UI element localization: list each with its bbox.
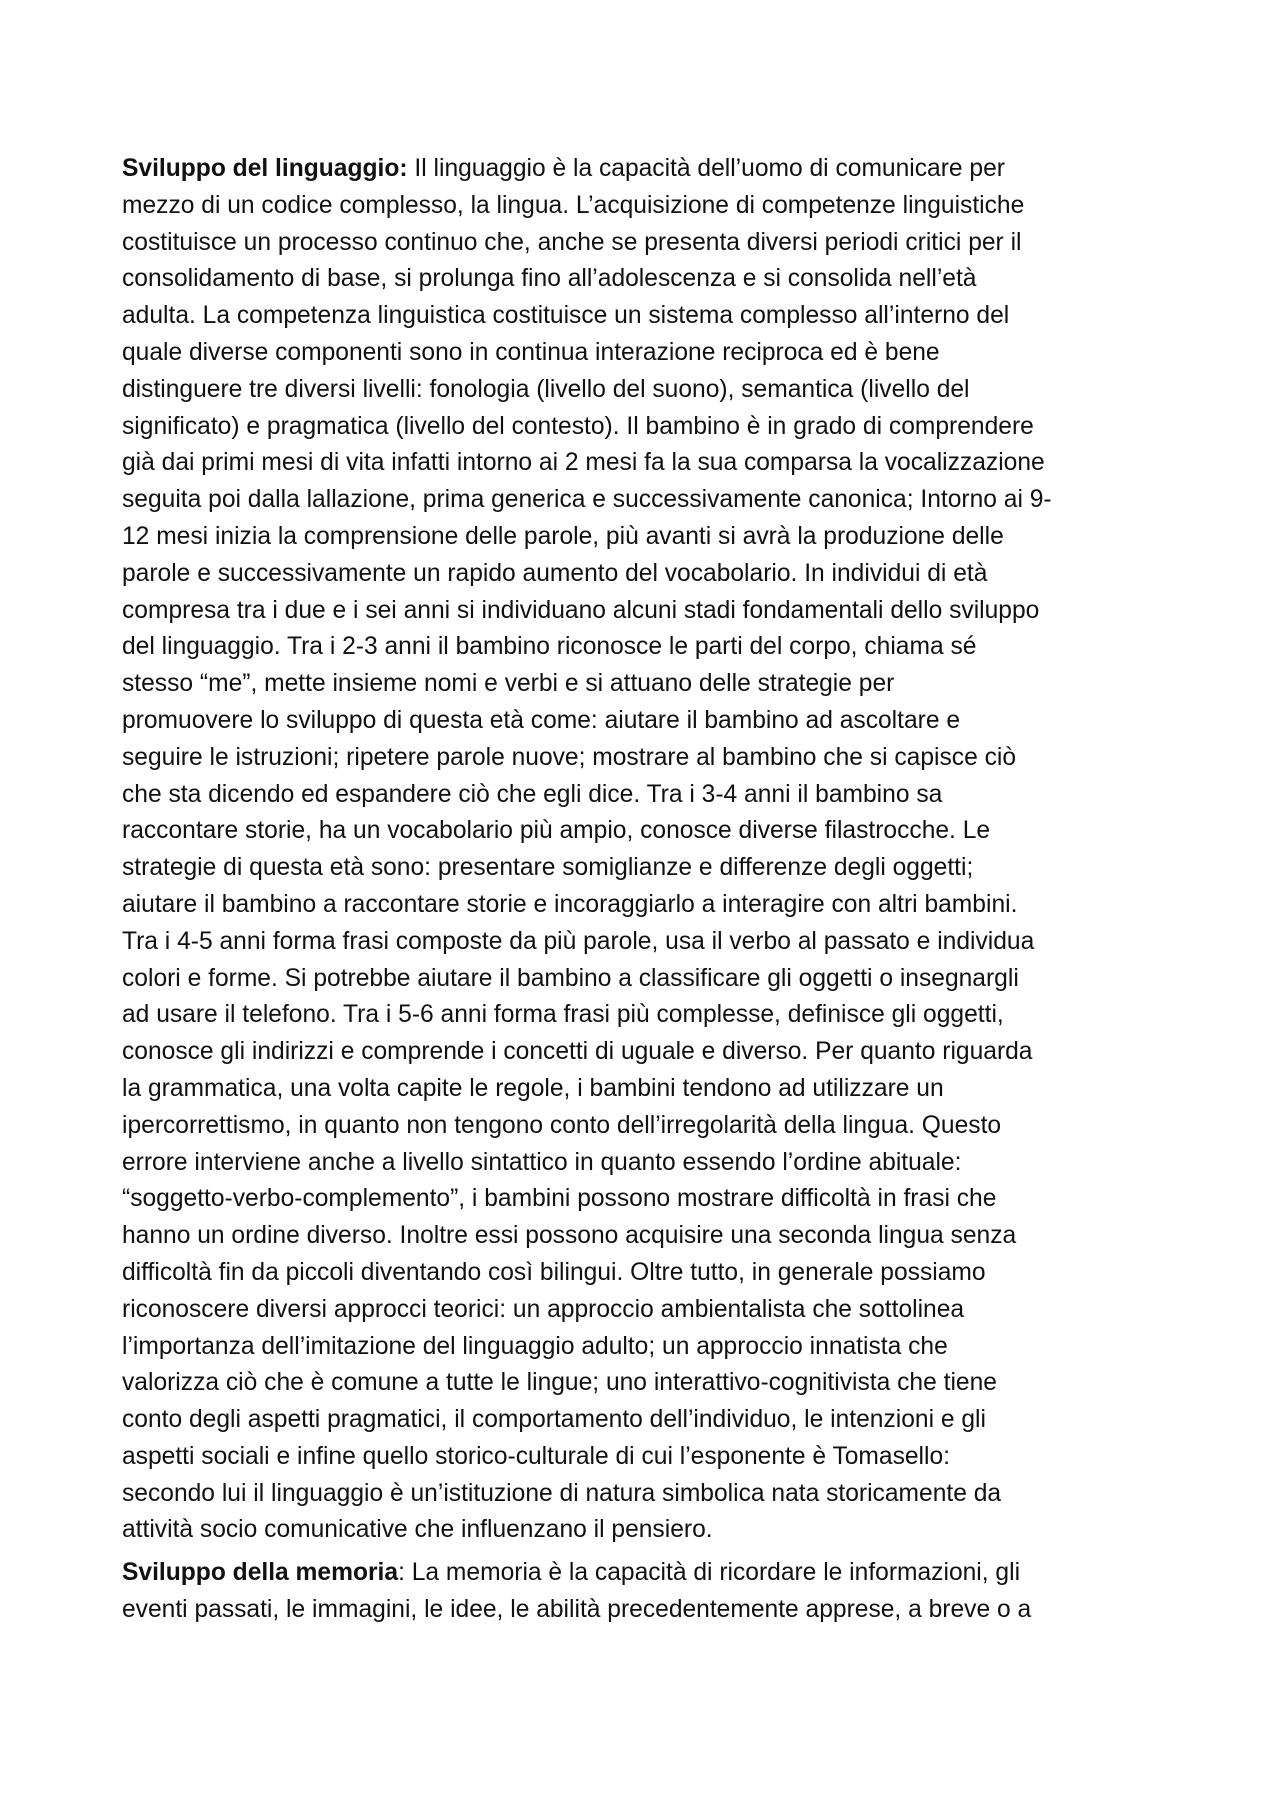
text-line: la grammatica, una volta capite le regole, i bambini tendono ad utilizzare un xyxy=(122,1074,944,1102)
text-line: parole e successivamente un rapido aumento del vocabolario. In individui di età xyxy=(122,559,988,587)
text-line: 12 mesi inizia la comprensione delle parole, più avanti si avrà la produzione delle xyxy=(122,522,1004,550)
text-line: attività socio comunicative che influenzano il pensiero. xyxy=(122,1516,713,1544)
text-line: “soggetto-verbo-complemento”, i bambini possono mostrare difficoltà in frasi che xyxy=(122,1185,997,1213)
text-line: del linguaggio. Tra i 2-3 anni il bambino riconosce le parti del corpo, chiama sé xyxy=(122,633,977,661)
text-line: che sta dicendo ed espandere ciò che egli dice. Tra i 3-4 anni il bambino sa xyxy=(122,780,943,808)
text-line: seguita poi dalla lallazione, prima generica e successivamente canonica; Intorno ai 9- xyxy=(122,486,1052,514)
text-line: ipercorrettismo, in quanto non tengono conto dell’irregolarità della lingua. Questo xyxy=(122,1111,1002,1139)
text-line: difficoltà fin da piccoli diventando così bilingui. Oltre tutto, in generale possiamo xyxy=(122,1258,986,1286)
text-line: compresa tra i due e i sei anni si individuano alcuni stadi fondamentali dello sviluppo xyxy=(122,596,1040,624)
section-heading: Sviluppo del linguaggio: xyxy=(122,155,408,182)
text-line: stesso “me”, mette insieme nomi e verbi e si attuano delle strategie per xyxy=(122,670,895,698)
text-line: Tra i 4-5 anni forma frasi composte da più parole, usa il verbo al passato e individua xyxy=(122,927,1035,955)
text-line: mezzo di un codice complesso, la lingua. L’acquisizione di competenze linguistiche xyxy=(122,191,1025,219)
text-line: consolidamento di base, si prolunga fino all’adolescenza e si consolida nell’età xyxy=(122,265,977,293)
text-line-content: Il linguaggio è la capacità dell’uomo di comunicare per xyxy=(407,155,1005,182)
section-language-development xyxy=(122,151,1160,1549)
text-line: strategie di questa età sono: presentare somiglianze e differenze degli oggetti; xyxy=(122,854,974,882)
text-line: conto degli aspetti pragmatici, il comportamento dell’individuo, le intenzioni e gli xyxy=(122,1406,986,1434)
text-line-content: : La memoria è la capacità di ricordare le informazioni, gli xyxy=(398,1559,1021,1586)
text-line: raccontare storie, ha un vocabolario più ampio, conosce diverse filastrocche. Le xyxy=(122,817,991,845)
text-line: costituisce un processo continuo che, anche se presenta diversi periodi critici per il xyxy=(122,228,1022,256)
section-memory-development xyxy=(122,1555,1160,1629)
text-line: adulta. La competenza linguistica costituisce un sistema complesso all’interno del xyxy=(122,302,1010,330)
text-line: quale diverse componenti sono in continua interazione reciproca ed è bene xyxy=(122,338,940,366)
section-heading: Sviluppo della memoria xyxy=(122,1559,399,1586)
text-line: eventi passati, le immagini, le idee, le abilità precedentemente apprese, a breve o a xyxy=(122,1595,1032,1623)
text-line: promuovere lo sviluppo di questa età come: aiutare il bambino ad ascoltare e xyxy=(122,706,961,734)
text-line: hanno un ordine diverso. Inoltre essi possono acquisire una seconda lingua senza xyxy=(122,1222,1017,1250)
text-line: aiutare il bambino a raccontare storie e incoraggiarlo a interagire con altri bambini. xyxy=(122,890,1018,918)
text-line: colori e forme. Si potrebbe aiutare il bambino a classificare gli oggetti o insegnargli xyxy=(122,964,1019,992)
text-line: valorizza ciò che è comune a tutte le lingue; uno interattivo-cognitivista che tiene xyxy=(122,1369,997,1397)
text-line: già dai primi mesi di vita infatti intorno ai 2 mesi fa la sua comparsa la vocalizzazione xyxy=(122,449,1045,477)
text-line: aspetti sociali e infine quello storico-culturale di cui l’esponente è Tomasello: xyxy=(122,1442,950,1470)
text-line: secondo lui il linguaggio è un’istituzione di natura simbolica nata storicamente da xyxy=(122,1479,1002,1507)
text-line: l’importanza dell’imitazione del linguaggio adulto; un approccio innatista che xyxy=(122,1332,948,1360)
text-line: significato) e pragmatica (livello del contesto). Il bambino è in grado di comprendere xyxy=(122,412,1034,440)
text-line: distinguere tre diversi livelli: fonologia (livello del suono), semantica (livello del xyxy=(122,375,970,403)
text-line: riconoscere diversi approcci teorici: un approccio ambientalista che sottolinea xyxy=(122,1295,965,1323)
text-line: seguire le istruzioni; ripetere parole nuove; mostrare al bambino che si capisce ciò xyxy=(122,743,1017,771)
text-line: errore interviene anche a livello sintattico in quanto essendo l’ordine abituale: xyxy=(122,1148,962,1176)
text-line: ad usare il telefono. Tra i 5-6 anni forma frasi più complesse, definisce gli oggetti, xyxy=(122,1001,1004,1029)
text-line xyxy=(122,151,1160,188)
text-line xyxy=(122,1555,1160,1592)
text-line: conosce gli indirizzi e comprende i concetti di uguale e diverso. Per quanto riguarda xyxy=(122,1038,1033,1066)
